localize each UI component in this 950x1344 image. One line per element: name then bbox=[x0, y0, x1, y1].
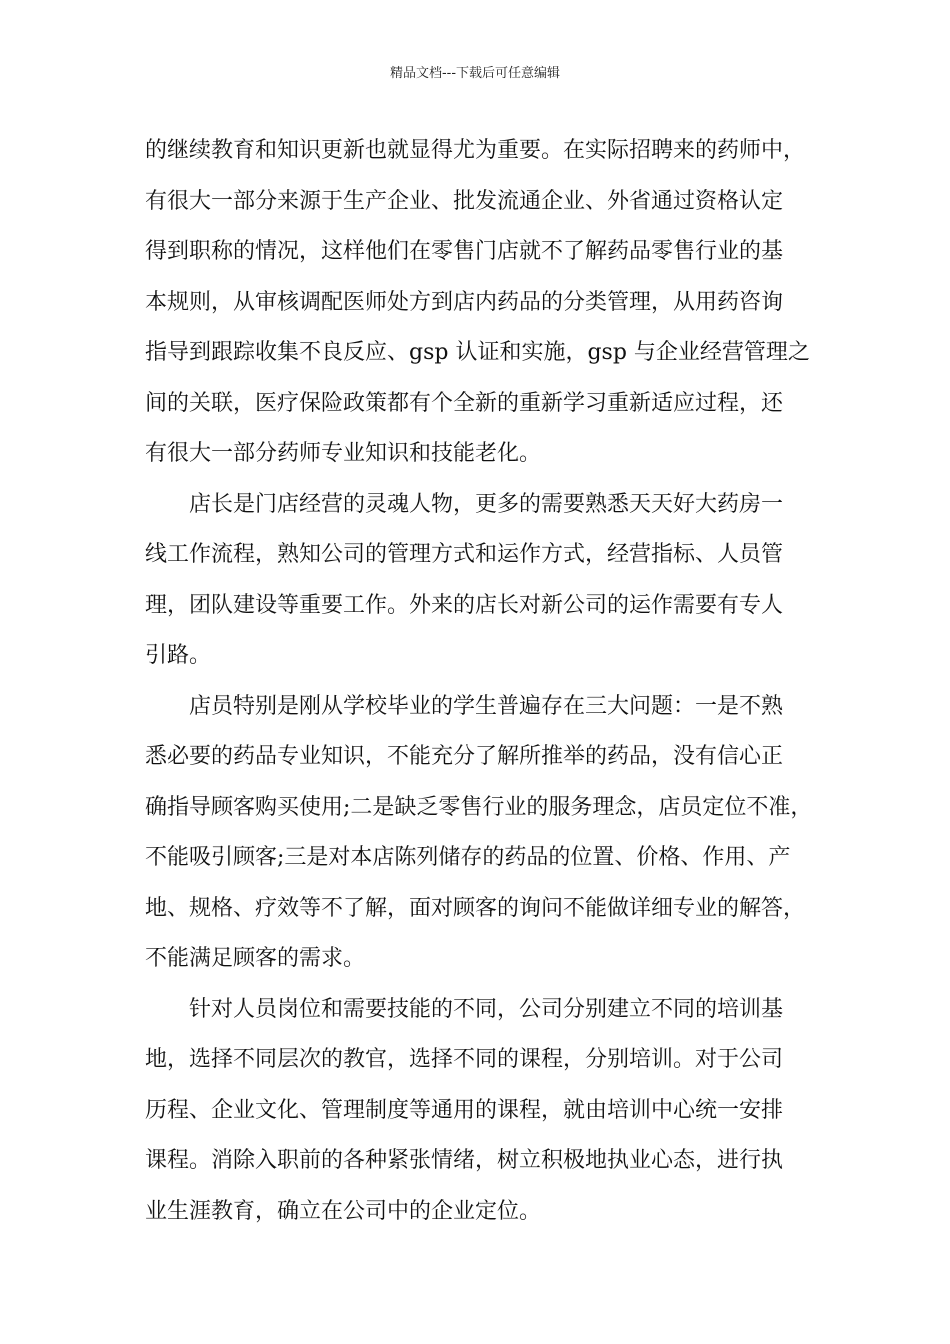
text-line: 不能满足顾客的需求。 bbox=[145, 946, 366, 971]
text-line: 悉必要的药品专业知识，不能充分了解所推举的药品，没有信心正 bbox=[145, 744, 784, 769]
text-line: 有很大一部分药师专业知识和技能老化。 bbox=[145, 441, 542, 466]
text-line: 课程。消除入职前的各种紧张情绪，树立积极地执业心态，进行执 bbox=[145, 1148, 784, 1173]
text-line: 店员特别是刚从学校毕业的学生普遍存在三大问题：一是不熟 bbox=[189, 693, 784, 719]
paragraph-1 bbox=[145, 126, 815, 480]
text-line: 的继续教育和知识更新也就显得尤为重要。在实际招聘来的药师中， bbox=[145, 138, 806, 163]
text-line: 业生涯教育，确立在公司中的企业定位。 bbox=[145, 1198, 542, 1224]
paragraph-3 bbox=[145, 682, 815, 985]
text-line: 指导到跟踪收集不良反应、gsp 认证和实施，gsp 与企业经营管理之 bbox=[145, 340, 810, 365]
text-line: 得到职称的情况，这样他们在零售门店就不了解药品零售行业的基 bbox=[145, 239, 784, 264]
text-line: 针对人员岗位和需要技能的不同，公司分别建立不同的培训基 bbox=[189, 996, 784, 1022]
text-line: 店长是门店经营的灵魂人物，更多的需要熟悉天天好大药房一 bbox=[189, 491, 784, 517]
text-line: 线工作流程，熟知公司的管理方式和运作方式，经营指标、人员管 bbox=[145, 542, 784, 567]
text-line: 历程、企业文化、管理制度等通用的课程，就由培训中心统一安排 bbox=[145, 1097, 784, 1123]
text-line: 有很大一部分来源于生产企业、批发流通企业、外省通过资格认定 bbox=[145, 188, 784, 214]
text-line: 理，团队建设等重要工作。外来的店长对新公司的运作需要有专人 bbox=[145, 592, 784, 618]
text-line: 本规则，从审核调配医师处方到店内药品的分类管理，从用药咨询 bbox=[145, 289, 784, 315]
page-header: 精品文档---下载后可任意编辑 bbox=[389, 66, 561, 81]
text-line: 间的关联，医疗保险政策都有个全新的重新学习重新适应过程，还 bbox=[145, 390, 784, 416]
paragraph-4 bbox=[145, 985, 815, 1238]
text-line: 确指导顾客购买使用;二是缺乏零售行业的服务理念，店员定位不准， bbox=[145, 794, 813, 820]
text-line: 地、规格、疗效等不了解，面对顾客的询问不能做详细专业的解答， bbox=[145, 895, 806, 921]
text-line: 引路。 bbox=[145, 643, 212, 668]
paragraph-2 bbox=[145, 480, 815, 682]
text-line: 不能吸引顾客;三是对本店陈列储存的药品的位置、价格、作用、产 bbox=[145, 845, 791, 870]
text-line: 地，选择不同层次的教官，选择不同的课程，分别培训。对于公司 bbox=[145, 1047, 784, 1072]
document-body bbox=[145, 126, 815, 1237]
